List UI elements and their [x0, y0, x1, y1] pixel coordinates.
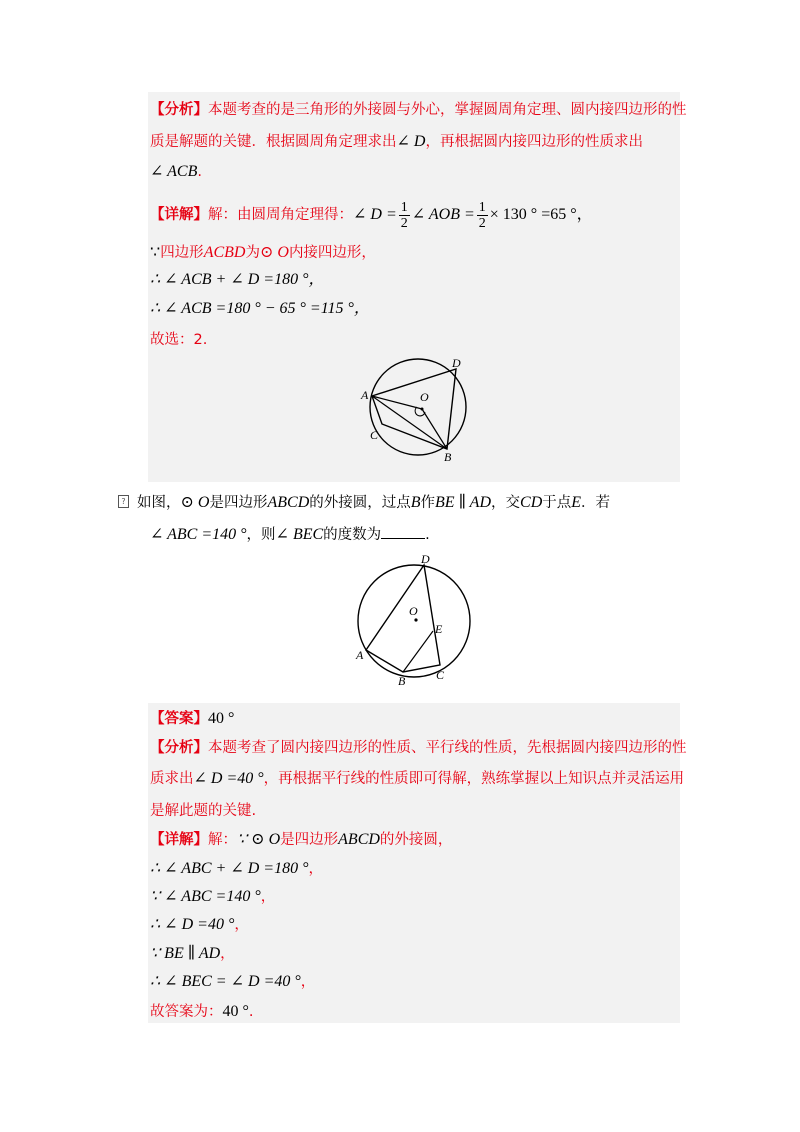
- question-marker: ?: [118, 495, 129, 508]
- fig1-ob: [422, 409, 447, 449]
- fig2-circle: [358, 565, 470, 677]
- fig1-label-a: A: [361, 388, 369, 402]
- a2-analysis-line1: 【分析】本题考查了圆内接四边形的性质、平行线的性质，先根据圆内接四边形的性: [150, 740, 687, 756]
- fraction-half-2: $\frac{1}{2}$: [478, 199, 486, 231]
- analysis-tag: 【分析】: [150, 102, 208, 118]
- fig2-label-e: E: [435, 622, 443, 636]
- fig1-label-d: D: [452, 356, 461, 370]
- a2-detail-line: 【详解】解：∵ ⊙ O是四边形ABCD的外接圆，: [150, 831, 453, 848]
- fig2-label-a: A: [356, 648, 364, 662]
- fig1-label-b: B: [444, 450, 452, 464]
- detail-tag-2: 【详解】: [150, 832, 208, 848]
- fig1-ao: [372, 396, 422, 409]
- fig2-be: [403, 631, 433, 672]
- a2-step3: ∴ ∠ D =40 °，: [150, 916, 249, 933]
- figure-2-circle-abcd: [354, 553, 474, 688]
- q1-therefore-2: ∴ ∠ ACB =180 ° − 65 ° =115 °，: [150, 300, 370, 317]
- q1-analysis-line2: 质是解题的关键．根据圆周角定理求出∠ D，再根据圆内接四边形的性质求出: [150, 133, 643, 150]
- fig2-quadrilateral: [366, 565, 440, 672]
- figure-1-circle-acbd: [360, 355, 480, 465]
- a2-answer-line: 【答案】40 °: [150, 710, 235, 727]
- fraction-half: $\frac{1}{2}$: [400, 199, 408, 231]
- fig2-label-c: C: [436, 668, 445, 682]
- fig1-label-c: C: [370, 428, 379, 442]
- detail-tag: 【详解】: [150, 207, 208, 223]
- a2-step1: ∴ ∠ ABC + ∠ D =180 °，: [150, 860, 323, 877]
- fig1-label-o: O: [420, 390, 429, 404]
- a2-analysis-line3: 是解此题的关键.: [150, 803, 257, 819]
- q1-because-line: ∵四边形ACBD为⊙ O内接四边形，: [150, 244, 376, 261]
- analysis-tag-2: 【分析】: [150, 740, 208, 756]
- a2-final: 故答案为：40 °.: [150, 1003, 254, 1020]
- a2-analysis-line2: 质求出∠ D =40 °，再根据平行线的性质即可得解，熟练掌握以上知识点并灵活运用: [150, 770, 685, 787]
- q1-detail-line: 【详解】解：由圆周角定理得：∠ D = $\frac{1}{2}$ ∠ AOB = $\frac{1}{2}$ × 130 ° =65 °，: [150, 199, 593, 231]
- a2-step4: ∵ BE ∥ AD，: [150, 945, 235, 962]
- q2-stem-line1: 如图，⊙ O是四边形ABCD的外接圆，过点B作BE ∥ AD，交CD于点E．若: [137, 494, 611, 511]
- fig2-label-o: O: [409, 604, 418, 618]
- q2-stem-line2: ∠ ABC =140 °，则∠ BEC的度数为 .: [150, 526, 430, 543]
- fig1-quadrilateral: [372, 369, 456, 449]
- fig2-label-d: D: [421, 553, 430, 566]
- a2-step2: ∵ ∠ ABC =140 °，: [150, 888, 276, 905]
- q1-choose: 故选：2.: [150, 332, 208, 348]
- q1-therefore-1: ∴ ∠ ACB + ∠ D =180 °，: [150, 271, 325, 288]
- q1-analysis-line3: ∠ ACB.: [150, 163, 202, 180]
- a2-step5: ∴ ∠ BEC = ∠ D =40 °，: [150, 973, 316, 990]
- q1-analysis-line1: 【分析】本题考查的是三角形的外接圆与外心，掌握圆周角定理、圆内接四边形的性: [150, 102, 687, 118]
- fig2-label-b: B: [398, 674, 406, 688]
- answer-blank: [381, 524, 425, 539]
- answer-tag: 【答案】: [150, 711, 208, 727]
